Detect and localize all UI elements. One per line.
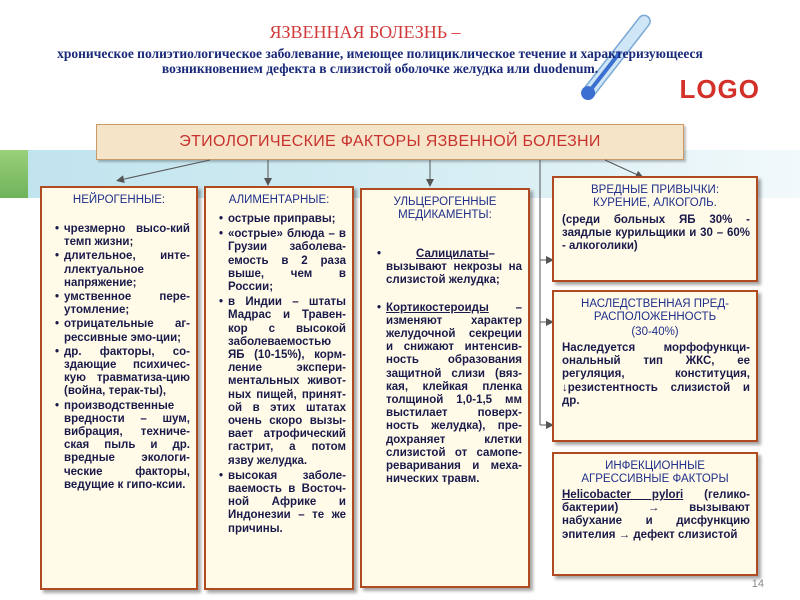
neurogenic-column	[40, 186, 198, 590]
page-subtitle: хроническое полиэтиологическое заболевание, имеющее полициклическое течение и характеризующееся возникновением дефекта в слизистой оболочке желудка или duodenum.	[57, 46, 703, 76]
helicobacter-label: Helicobacter pylori	[562, 489, 684, 501]
heredity-text: Наследуется морфофункци-ональный тип ЖКС, ее регуляция, конституция, ↓резистентность слизистой и др.	[562, 342, 750, 407]
infection-text: (гелико-бактерии) → вызывают набухание и дисфункцию эпителия → дефект слизистой	[562, 489, 750, 541]
list-item: • др. факторы, со-здающие психичес-кую травматиза-цию (война, терак-ты),	[64, 346, 190, 399]
list-item: • отрицательные аг-рессивные эмо-ции;	[64, 318, 190, 344]
ulcerogenic-heading: УЛЬЦЕРОГЕННЫЕ МЕДИКАМЕНТЫ:	[393, 196, 497, 221]
list-item: • чрезмерно высо-кий темп жизни;	[64, 223, 190, 249]
list-item: • в Индии – штаты Мадрас и Травен-кор с высокой заболеваемостью ЯБ (10-15%), корм-ление экспери-ментальных живот-ных пищей, принят-ой в этих штатах очень скоро вызы-вает атрофический гастрит, а потом язву желудка.	[228, 296, 346, 468]
logo: LOGO	[679, 74, 760, 104]
corticosteroids-text: – изменяют характер желудочной секреции и снижают интенсив-ность образования защитной слизи (вяз-кая, клейкая пленка толщиной 1,0-1,5 мм выстилает поверх-ность желудка), пре-дохраняет клетки слизистой от самопе-реваривания и меха-нических травм.	[386, 301, 522, 486]
salicylates-text: – вызывают некрозы на слизистой желудка;	[386, 248, 522, 287]
heredity-box	[552, 290, 758, 442]
page-title: ЯЗВЕННАЯ БОЛЕЗНЬ –	[269, 22, 461, 42]
page-number: 14	[751, 578, 764, 590]
alimentary-list	[216, 213, 346, 536]
corticosteroids-title: Кортикостероиды	[386, 301, 489, 314]
alimentary-heading: АЛИМЕНТАРНЫЕ:	[228, 194, 330, 206]
ulcerogenic-column	[360, 188, 530, 588]
salicylates-title: Салицилаты	[416, 248, 489, 260]
list-item: • «острые» блюда – в Грузии заболева-емость в 2 раза выше, чем в России;	[228, 228, 346, 294]
infection-heading: ИНФЕКЦИОННЫЕ АГРЕССИВНЫЕ ФАКТОРЫ	[581, 460, 729, 485]
etiology-header-label: ЭТИОЛОГИЧЕСКИЕ ФАКТОРЫ ЯЗВЕННОЙ БОЛЕЗНИ	[179, 133, 601, 150]
salicylates-item	[386, 248, 522, 288]
infection-box	[552, 452, 758, 576]
habits-heading: ВРЕДНЫЕ ПРИВЫЧКИ: КУРЕНИЕ, АЛКОГОЛЬ.	[590, 184, 720, 209]
list-item: • острые приправы;	[228, 213, 346, 226]
alimentary-column	[204, 186, 354, 590]
heredity-percent: (30-40%)	[631, 326, 679, 338]
corticosteroids-item	[386, 302, 522, 487]
neurogenic-heading: НЕЙРОГЕННЫЕ:	[72, 194, 166, 206]
list-item: • высокая заболе-ваемость в Восточ-ной Африке и Индонезии – те же причины.	[228, 470, 346, 536]
list-item: • длительное, инте-ллектуальное напряжение;	[64, 250, 190, 290]
neurogenic-list	[52, 223, 190, 492]
list-item: • производственные вредности – шум, вибрация, техниче-ская пыль и др. вредные экологи-ческие факторы, ведущие к гипо-ксии.	[64, 400, 190, 492]
heredity-heading: НАСЛЕДСТВЕННАЯ ПРЕД-РАСПОЛОЖЕННОСТЬ	[581, 298, 729, 323]
habits-box	[552, 176, 758, 282]
list-item: • умственное пере-утомление;	[64, 291, 190, 317]
habits-text: (среди больных ЯБ 30% - заядлые курильщики и 30 – 60% - алкоголики)	[562, 214, 750, 253]
